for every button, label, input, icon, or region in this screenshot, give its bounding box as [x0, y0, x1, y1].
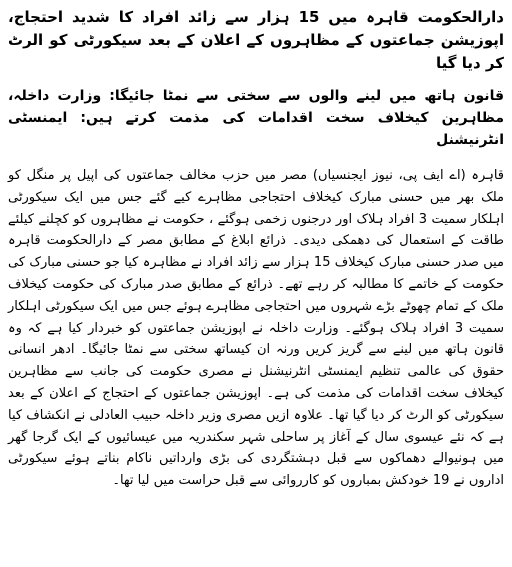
- article-headline: دارالحکومت قاہرہ میں 15 ہزار سے زائد افراد کا شدید احتجاج، اپوزیشن جماعتوں کے مظاہروں کے اعلان کے بعد سیکورٹی کو الرٹ کر دیا گیا: [8, 8, 505, 72]
- article-subheadline: قانون ہاتھ میں لینے والوں سے سختی سے نمٹا جائیگا: وزارت داخلہ، مظاہرین کیخلاف سخت اقدامات کی مذمت کرتے ہیں: ایمنسٹی انٹرنیشنل: [8, 88, 504, 148]
- article-paragraph: قاہرہ (اے ایف پی، نیوز ایجنسیاں) مصر میں حزب مخالف جماعتوں کی اپیل پر منگل کو ملک بھر میں حسنی مبارک کیخلاف احتجاجی مظاہرے کیے گئے جس میں ایک سیکورٹی اہلکار سمیت 3 افراد ہلاک اور درجنوں زخمی ہوگئے ، حکومت نے مظاہروں کو کچلنے کیلئے طاقت کے استعمال کی دھمکی دیدی۔ ذرائع ابلاغ کے مطابق مصر کے دارالحکومت قاہرہ میں صدر حسنی مبارک کیخلاف 15 ہزار سے زائد افراد نے مظاہرہ کیا جو حسنی مبارک کی حکومت کے خاتمے کا مطالبہ کر رہے تھے۔ ذرائع کے مطابق صدر مبارک کی حکومت کیخلاف ملک کے تمام چھوٹے بڑے شہروں میں احتجاجی مظاہرے ہوئے جس میں ایک سیکورٹی اہلکار سمیت 3 افراد ہلاک ہوگئے۔ وزارت داخلہ نے اپوزیشن جماعتوں کو خبردار کیا ہے کہ وہ قانون ہاتھ میں لینے سے گریز کریں ورنہ ان کیساتھ سختی سے نمٹا جائیگا۔ ادھر انسانی حقوق کی عالمی تنظیم ایمنسٹی انٹرنیشنل نے مصری حکومت کی جانب سے مظاہرین کیخلاف سخت اقدامات کی مذمت کی ہے۔ اپوزیشن جماعتوں کے احتجاج کے اعلان کے بعد سیکورٹی کو الرٹ کر دیا گیا تھا۔ علاوہ ازیں مصری وزیر داخلہ حبیب العادلی نے انکشاف کیا ہے کہ نئے عیسوی سال کے آغاز پر ساحلی شہر سکندریہ میں عیسائیوں کے ایک گرجا گھر میں ہونیوالے دھماکوں سے قبل دہشتگردی کی بڑی وارداتیں ناکام بناتے ہوئے سیکورٹی اداروں نے 19 خودکش بمباروں کو کارروائی سے قبل حراست میں لیا تھا۔: [8, 168, 505, 489]
- article-body: [8, 165, 504, 492]
